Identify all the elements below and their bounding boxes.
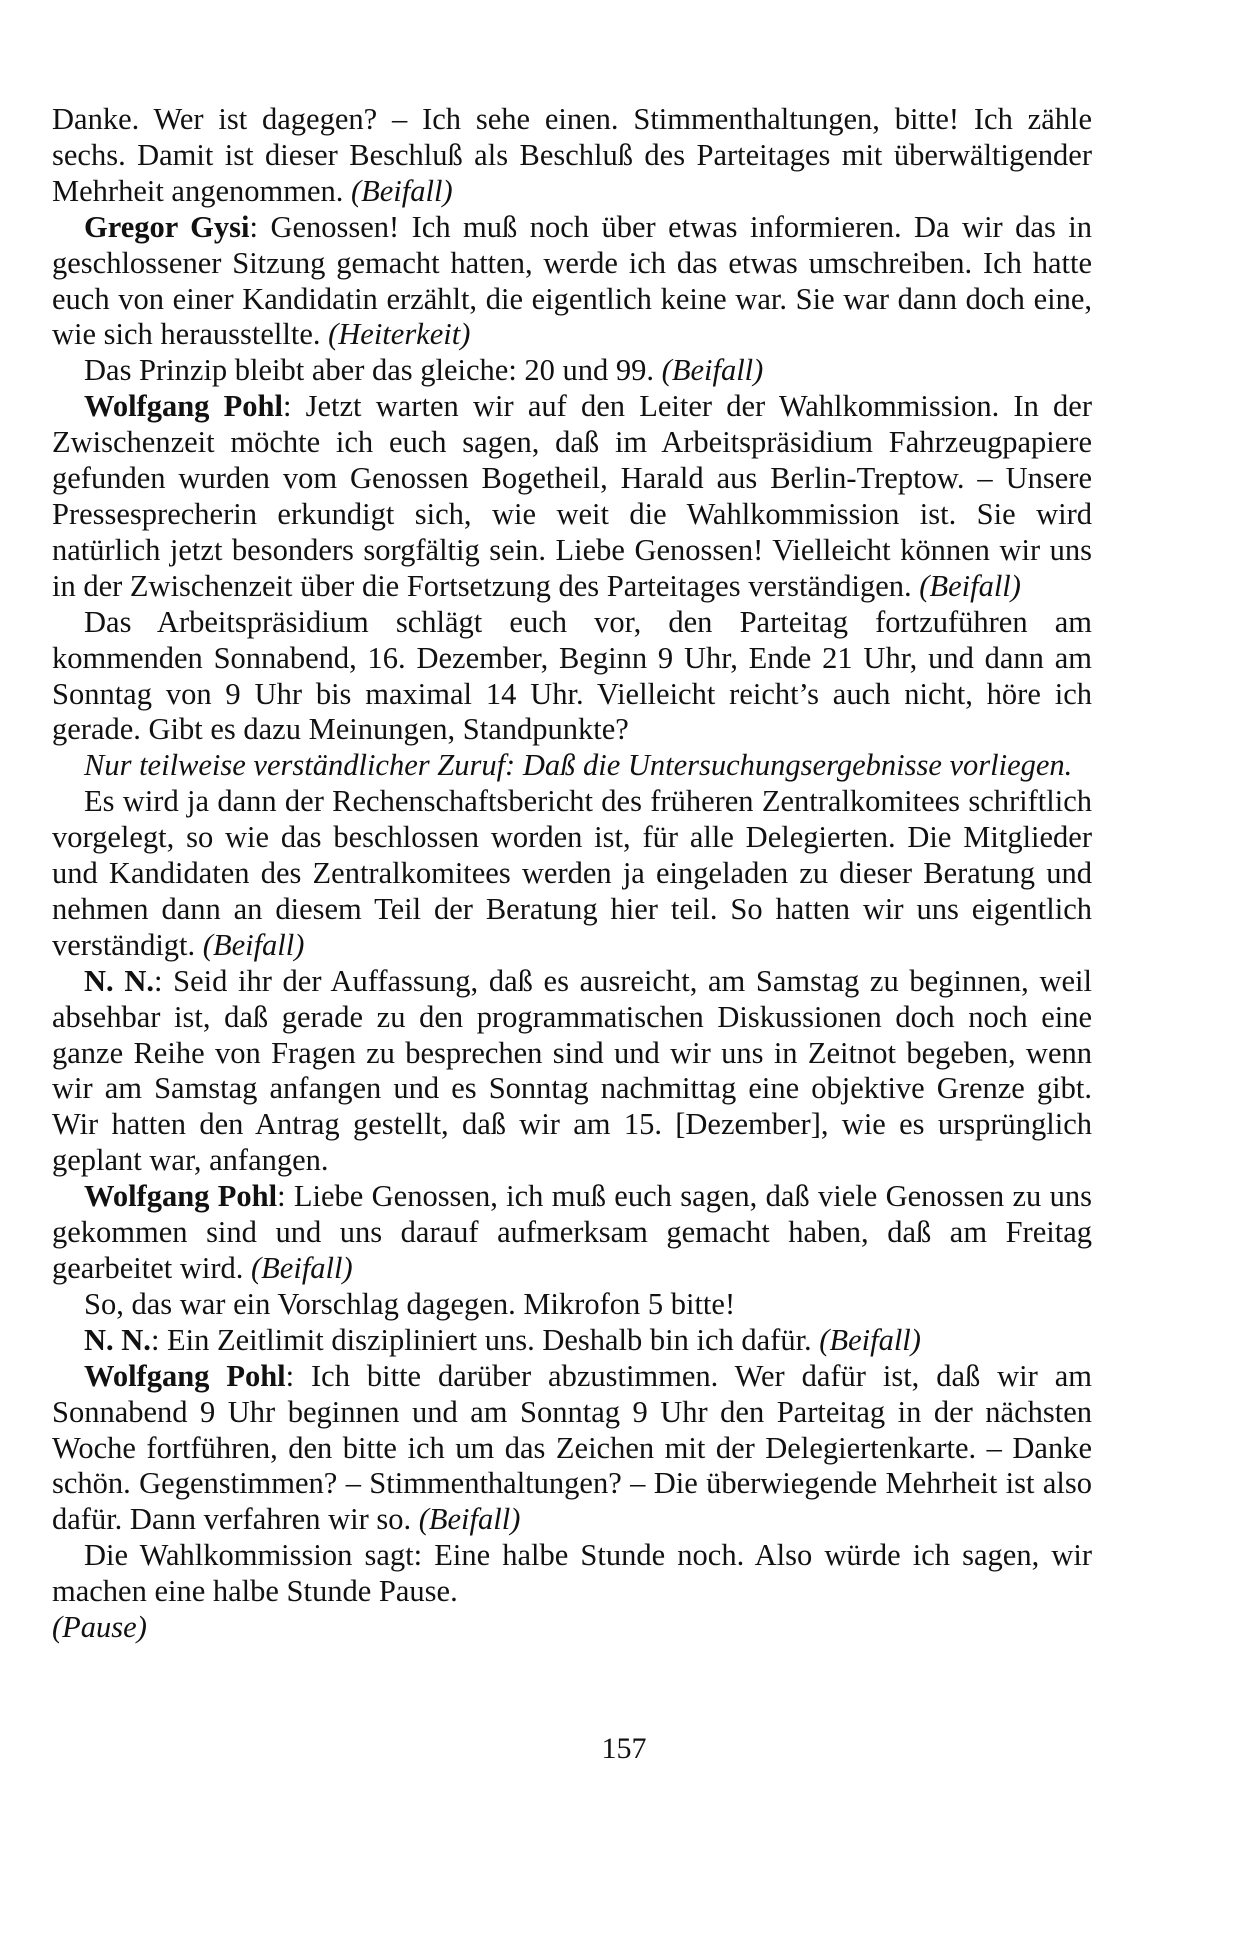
paragraph-text: : Seid ihr der Auffassung, daß es ausreicht, am Samstag zu beginnen, weil absehbar ist, daß gerade zu den programmatischen Diskussionen doch noch eine ganze Reihe von Fragen zu besprechen sind und wir uns in Zeitnot begeben, wenn wir am Samstag anfangen und es Sonntag nachmittag eine objektive Grenze gibt. Wir hatten den Antrag gestellt, daß wir am 15. [Dezember], wie es ursprünglich geplant war, anfangen. (52, 963, 1092, 1178)
paragraph (52, 353, 1092, 389)
transcript-body (52, 102, 1092, 1646)
interjection: Nur teilweise verständlicher Zuruf: Daß die Untersuchungsergebnisse vorliegen. (84, 748, 1073, 783)
speaker-name: Wolfgang Pohl (84, 1358, 286, 1393)
paragraph (52, 1359, 1092, 1539)
page-number: 157 (601, 1732, 647, 1765)
paragraph-text: : Liebe Genossen, ich muß euch sagen, daß viele Genossen zu uns gekommen sind und uns darauf aufmerksam gemacht haben, daß am Freitag gearbeitet wird. (52, 1179, 1092, 1285)
paragraph (52, 1323, 1092, 1359)
paragraph (52, 1538, 1092, 1610)
paragraph-text: : Ich bitte darüber abzustimmen. Wer dafür ist, daß wir am Sonnabend 9 Uhr beginnen und am Sonntag 9 Uhr den Parteitag in der nächsten Woche fortführen, den bitte ich um das Zeichen mit der Delegiertenkarte. – Danke schön. Gegenstimmen? – Stimmenthaltungen? – Die überwiegende Mehrheit ist also dafür. Dann verfahren wir so. (52, 1358, 1092, 1537)
stage-direction: (Beifall) (919, 568, 1021, 603)
paragraph (52, 210, 1092, 354)
stage-direction: (Beifall) (661, 353, 764, 388)
speaker-name: Wolfgang Pohl (84, 389, 283, 424)
paragraph-text: Danke. Wer ist dagegen? – Ich sehe einen. Stimmenthaltungen, bitte! Ich zähle sechs. Damit ist dieser Beschluß als Beschluß des Parteitages mit überwältigender Mehrheit angenommen. (52, 102, 1092, 208)
paragraph-text: Es wird ja dann der Rechenschaftsbericht des früheren Zentralkomitees schriftlich vorgelegt, so wie das beschlossen worden ist, für alle Delegierten. Die Mitglieder und Kandidaten des Zentralkomitees werden ja eingeladen zu dieser Beratung und nehmen dann an diesem Teil der Beratung hier teil. So hatten wir uns eigentlich verständigt. (52, 784, 1092, 962)
paragraph (52, 1179, 1092, 1287)
paragraph (52, 1610, 1092, 1646)
stage-direction: (Pause) (52, 1610, 147, 1645)
paragraph-text: : Genossen! Ich muß noch über etwas informieren. Da wir das in geschlossener Sitzung gemacht hatten, werde ich das etwas umschreiben. Ich hatte euch von einer Kandidatin erzählt, die eigentlich keine war. Sie war dann doch eine, wie sich herausstellte. (52, 209, 1092, 352)
paragraph (52, 1287, 1092, 1323)
paragraph (52, 748, 1092, 784)
stage-direction: (Beifall) (819, 1322, 921, 1357)
stage-direction: (Beifall) (251, 1251, 353, 1285)
paragraph-text: : Jetzt warten wir auf den Leiter der Wahlkommission. In der Zwischenzeit möchte ich euch sagen, daß im Arbeitspräsidium Fahrzeugpapiere gefunden wurden vom Genossen Bogetheil, Harald aus Berlin-Treptow. – Unsere Pressesprecherin erkundigt sich, wie weit die Wahlkommission ist. Sie wird natürlich jetzt besonders sorgfältig sein. Liebe Genossen! Vielleicht können wir uns in der Zwischenzeit über die Fortsetzung des Parteitages verständigen. (52, 389, 1093, 603)
paragraph (52, 784, 1092, 964)
stage-direction: (Beifall) (202, 927, 305, 962)
speaker-name: Wolfgang Pohl (84, 1179, 278, 1214)
paragraph (52, 964, 1092, 1179)
paragraph (52, 605, 1092, 749)
paragraph-text: So, das war ein Vorschlag dagegen. Mikrofon 5 bitte! (84, 1286, 736, 1321)
paragraph-text: Das Prinzip bleibt aber das gleiche: 20 und 99. (84, 353, 662, 388)
speaker-name: N. N. (84, 963, 154, 998)
stage-direction: (Beifall) (418, 1502, 521, 1537)
speaker-name: Gregor Gysi (84, 209, 250, 244)
paragraph (52, 389, 1092, 604)
paragraph (52, 102, 1092, 210)
stage-direction: (Beifall) (350, 173, 453, 208)
paragraph-text: : Ein Zeitlimit diszipliniert uns. Deshalb bin ich dafür. (150, 1322, 820, 1357)
stage-direction: (Heiterkeit) (328, 317, 471, 352)
speaker-name: N. N. (84, 1322, 151, 1357)
paragraph-text: Die Wahlkommission sagt: Eine halbe Stunde noch. Also würde ich sagen, wir machen eine halbe Stunde Pause. (52, 1538, 1092, 1609)
paragraph-text: Das Arbeitspräsidium schlägt euch vor, den Parteitag fortzuführen am kommenden Sonnabend, 16. Dezember, Beginn 9 Uhr, Ende 21 Uhr, und dann am Sonntag von 9 Uhr bis maximal 14 Uhr. Vielleicht reicht’s auch nicht, höre ich gerade. Gibt es dazu Meinungen, Standpunkte? (52, 604, 1092, 747)
